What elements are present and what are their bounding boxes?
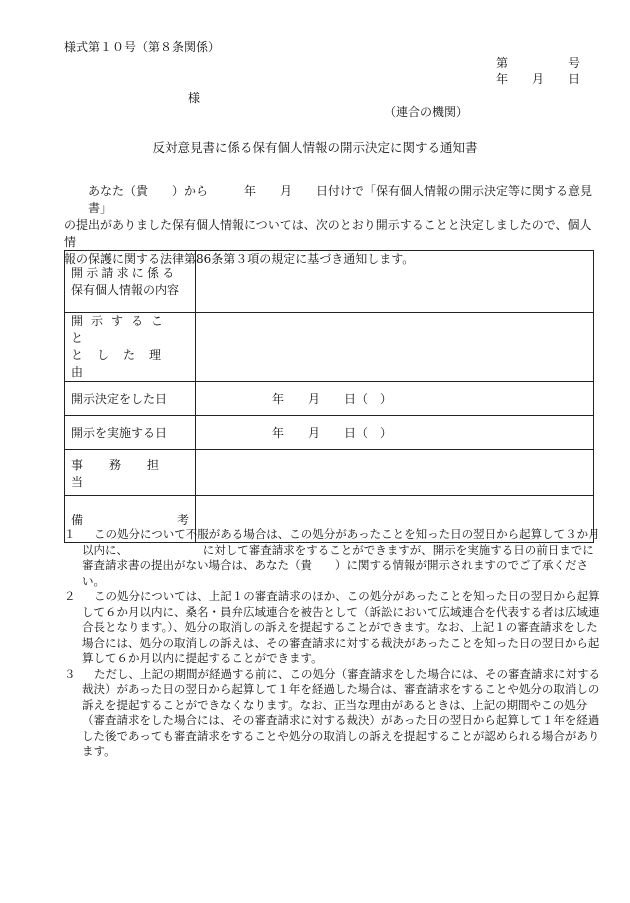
- note-text: この処分については、上記１の審査請求のほか、この処分があったことを知った日の翌日から起算して６か月以内に、桑名・員弁広域連合を被告として（訴訟において広域連合を代表する者は広域連合長となります。）、処分の取消しの訴えを提起することができます。なお、上記１の審査請求をした場合には、処分の取消しの訴えは、その審査請求に対する裁決があったことを知った日の翌日から起算して６か月以内に提起することができます。: [82, 589, 600, 665]
- label-content-line-1: 開示請求に係る: [71, 265, 178, 280]
- value-decision-date[interactable]: 年 月 日（ ）: [196, 382, 594, 416]
- table-row: [65, 450, 594, 496]
- label-content: [65, 251, 196, 313]
- date-month: 月: [532, 72, 545, 86]
- body-line-3: 報の保護に関する法律第86条第３項の規定に基づき通知します。: [64, 252, 415, 266]
- note-number: １: [64, 527, 76, 541]
- label-content-line-2: 保有個人情報の内容: [71, 282, 180, 297]
- issue-date: [496, 70, 580, 87]
- form-number: 様式第１０号（第８条関係）: [64, 40, 221, 54]
- note-text: ただし、上記の期間が経過する前に、この処分（審査請求をした場合には、その審査請求に対する裁決）があった日の翌日から起算して１年を経過した場合は、審査請求をすることや処分の取消しの訴えを提起することができなくなります。なお、正当な理由があるときは、上記の期間やこの処分（審査請求をした場合には、その審査請求に対する裁決）があった日の翌日から起算して１年を経過した後であっても審査請求をすることや処分の取消しの訴えを提起することが認められる場合があります。: [82, 666, 600, 758]
- ref-dai: 第: [496, 56, 509, 70]
- table-row: [65, 382, 594, 416]
- label-reason-line-2: とした理由: [71, 348, 176, 379]
- table-row: [65, 251, 594, 313]
- label-decision-date: 開示決定をした日: [65, 382, 196, 416]
- label-staff: 事務担当: [65, 450, 196, 496]
- note-text: この処分について不服がある場合は、この処分があったことを知った日の翌日から起算して３か月以内に、 に対して審査請求をすることができますが、開示を実施する日の前日までに審査請求書の提出がない場合は、あなた（貴 ）に関する情報が開示されますのでご了承ください。: [82, 527, 600, 588]
- date-year: 年: [496, 72, 509, 86]
- disclosure-table: [64, 250, 594, 543]
- body-line-2: の提出がありました保有個人情報については、次のとおり開示することと決定しましたので、個人情: [64, 218, 592, 249]
- issuer: （連合の機関）: [384, 105, 469, 119]
- value-content[interactable]: [196, 251, 594, 313]
- label-implementation-date: 開示を実施する日: [65, 416, 196, 450]
- date-day: 日: [568, 72, 581, 86]
- note-1: [64, 527, 604, 589]
- label-reason-line-1: 開示すること: [71, 314, 172, 345]
- table-row: [65, 416, 594, 450]
- body-line-1: あなた（貴 ）から 年 月 日付けで「保有個人情報の開示決定等に関する意見書」: [88, 184, 593, 215]
- note-number: ２: [64, 589, 76, 603]
- label-remarks-text: 備 考: [71, 512, 189, 527]
- label-reason: [65, 313, 196, 382]
- note-3: [64, 667, 604, 760]
- document-title: 反対意見書に係る保有個人情報の開示決定に関する通知書: [152, 140, 478, 155]
- value-implementation-date[interactable]: 年 月 日（ ）: [196, 416, 594, 450]
- notes: [64, 527, 604, 760]
- ref-go: 号: [568, 56, 581, 70]
- note-2: [64, 589, 604, 667]
- table-row: [65, 313, 594, 382]
- note-number: ３: [64, 666, 76, 681]
- addressee: 様: [188, 91, 201, 105]
- value-reason[interactable]: [196, 313, 594, 382]
- value-staff[interactable]: [196, 450, 594, 496]
- reference-number: [496, 54, 580, 71]
